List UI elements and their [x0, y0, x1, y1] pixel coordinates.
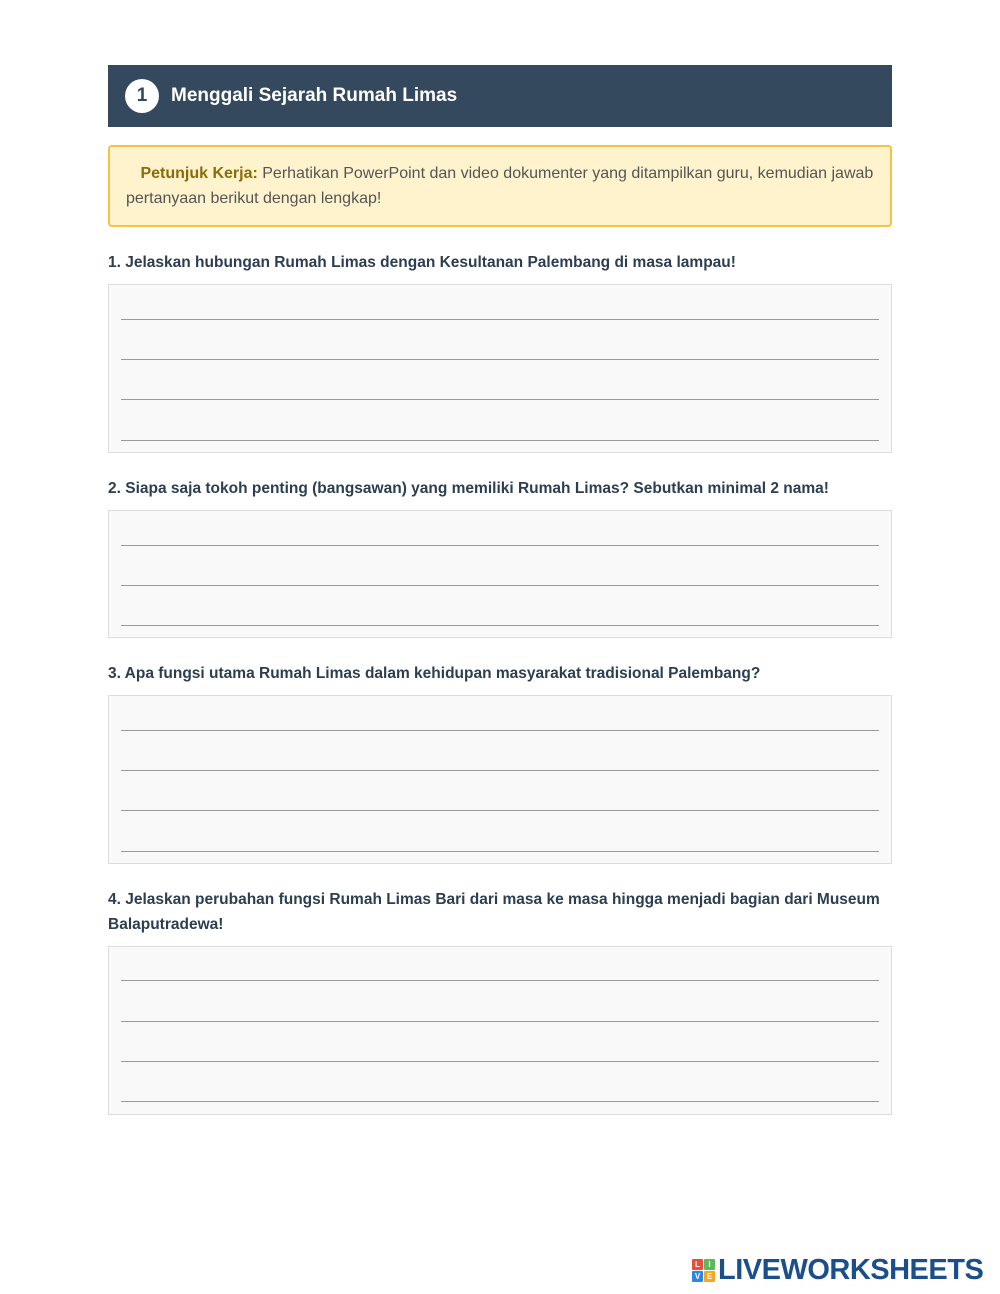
logo-icon-cell: L	[692, 1259, 703, 1270]
answer-line	[121, 1061, 879, 1062]
liveworksheets-logo	[692, 1253, 983, 1287]
answer-box-4[interactable]	[108, 946, 892, 1115]
logo-icon-cell: V	[692, 1271, 703, 1282]
answer-line	[121, 770, 879, 771]
answer-line	[121, 399, 879, 400]
instruction-box	[108, 145, 892, 227]
instruction-lead: Petunjuk Kerja:	[140, 165, 258, 182]
section-number-badge: 1	[125, 79, 159, 113]
instruction-text: Perhatikan PowerPoint dan video dokumenter yang ditampilkan guru, kemudian jawab pertanyaan berikut dengan lengkap!	[126, 165, 874, 207]
question-4: 4. Jelaskan perubahan fungsi Rumah Limas Bari dari masa ke masa hingga menjadi bagian dari Museum Balaputradewa!	[108, 891, 880, 933]
question-3: 3. Apa fungsi utama Rumah Limas dalam kehidupan masyarakat tradisional Palembang?	[108, 665, 761, 682]
answer-line	[121, 730, 879, 731]
logo-icon-cell: I	[704, 1259, 715, 1270]
liveworksheets-logo-text: LIVEWORKSHEETS	[718, 1253, 984, 1286]
answer-line	[121, 1101, 879, 1102]
answer-line	[121, 1021, 879, 1022]
section-header	[108, 65, 892, 127]
logo-icon-cell: E	[704, 1271, 715, 1282]
answer-line	[121, 440, 879, 441]
section-title: Menggali Sejarah Rumah Limas	[171, 85, 458, 106]
answer-box-2[interactable]	[108, 510, 892, 638]
liveworksheets-logo-icon	[692, 1259, 715, 1282]
answer-box-1[interactable]	[108, 284, 892, 453]
answer-line	[121, 319, 879, 320]
answer-line	[121, 625, 879, 626]
answer-line	[121, 851, 879, 852]
answer-line	[121, 545, 879, 546]
answer-box-3[interactable]	[108, 695, 892, 864]
answer-line	[121, 359, 879, 360]
answer-line	[121, 810, 879, 811]
answer-line	[121, 980, 879, 981]
question-1: 1. Jelaskan hubungan Rumah Limas dengan Kesultanan Palembang di masa lampau!	[108, 254, 736, 271]
question-2: 2. Siapa saja tokoh penting (bangsawan) yang memiliki Rumah Limas? Sebutkan minimal 2 nama!	[108, 480, 829, 497]
answer-line	[121, 585, 879, 586]
